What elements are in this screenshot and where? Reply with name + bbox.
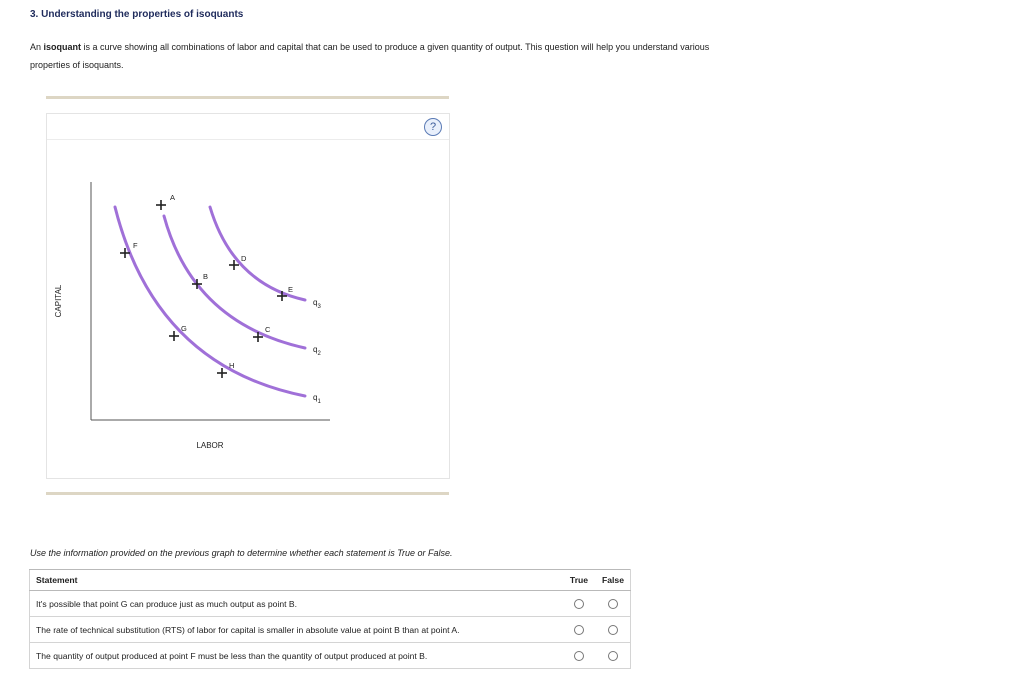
false-cell: [596, 591, 631, 617]
table-row: [30, 591, 631, 617]
point-g-marker[interactable]: [169, 331, 179, 341]
intro-term: isoquant: [43, 42, 82, 52]
table-header-row: [30, 570, 631, 591]
point-b-label: B: [203, 272, 209, 281]
point-h-label: H: [229, 361, 235, 370]
true-cell: [562, 591, 596, 617]
statements-table: [29, 569, 631, 669]
statement-3-true-radio[interactable]: [574, 651, 584, 661]
intro-lead: An: [30, 42, 44, 52]
statement-text: The rate of technical substitution (RTS) of labor for capital is smaller in absolute value at point B than at point A.: [30, 617, 563, 643]
question-heading: 3. Understanding the properties of isoquants: [30, 9, 244, 20]
true-column-header: True: [562, 570, 596, 591]
x-axis-label: LABOR: [196, 441, 224, 450]
intro-rest: is a curve showing all combinations of labor and capital that can be used to produce a given quantity of output. This question will help you understand various properties of isoquants.: [30, 42, 710, 70]
point-c-label: C: [265, 325, 271, 334]
point-a-label: A: [170, 193, 176, 202]
statement-text: It's possible that point G can produce just as much output as point B.: [30, 591, 563, 617]
curve-label-q2-name: q: [313, 345, 318, 354]
statement-column-header: Statement: [30, 570, 563, 591]
true-cell: [562, 643, 596, 669]
statement-2-false-radio[interactable]: [608, 625, 618, 635]
curve-label-q1-sub: 1: [317, 399, 321, 405]
statement-1-false-radio[interactable]: [608, 599, 618, 609]
help-button[interactable]: ?: [424, 118, 442, 136]
table-row: [30, 643, 631, 669]
statement-1-true-radio[interactable]: [574, 599, 584, 609]
point-g-label: G: [181, 324, 187, 333]
curve-label-q2-sub: 2: [317, 351, 321, 357]
curve-label-q3-sub: 3: [317, 304, 321, 310]
curve-label-q1-name: q: [313, 393, 318, 402]
curve-label-q1: [313, 393, 321, 405]
point-h-marker[interactable]: [217, 368, 227, 378]
false-cell: [596, 643, 631, 669]
curve-label-q3: [313, 298, 321, 310]
false-cell: [596, 617, 631, 643]
table-row: [30, 617, 631, 643]
false-column-header: False: [596, 570, 631, 591]
curve-label-q2: [313, 345, 321, 357]
statement-2-true-radio[interactable]: [574, 625, 584, 635]
point-e-label: E: [288, 285, 294, 294]
y-axis-label: CAPITAL: [54, 284, 63, 318]
point-a-marker[interactable]: [156, 200, 166, 210]
graph-bottom-divider: [46, 492, 449, 495]
curve-label-q3-name: q: [313, 298, 318, 307]
question-prompt: Use the information provided on the previous graph to determine whether each statement is True or False.: [30, 548, 453, 558]
statement-text: The quantity of output produced at point F must be less than the quantity of output produced at point B.: [30, 643, 563, 669]
true-cell: [562, 617, 596, 643]
statement-3-false-radio[interactable]: [608, 651, 618, 661]
point-d-label: D: [241, 254, 247, 263]
point-f-label: F: [133, 241, 138, 250]
isoquant-q1[interactable]: [115, 207, 305, 396]
